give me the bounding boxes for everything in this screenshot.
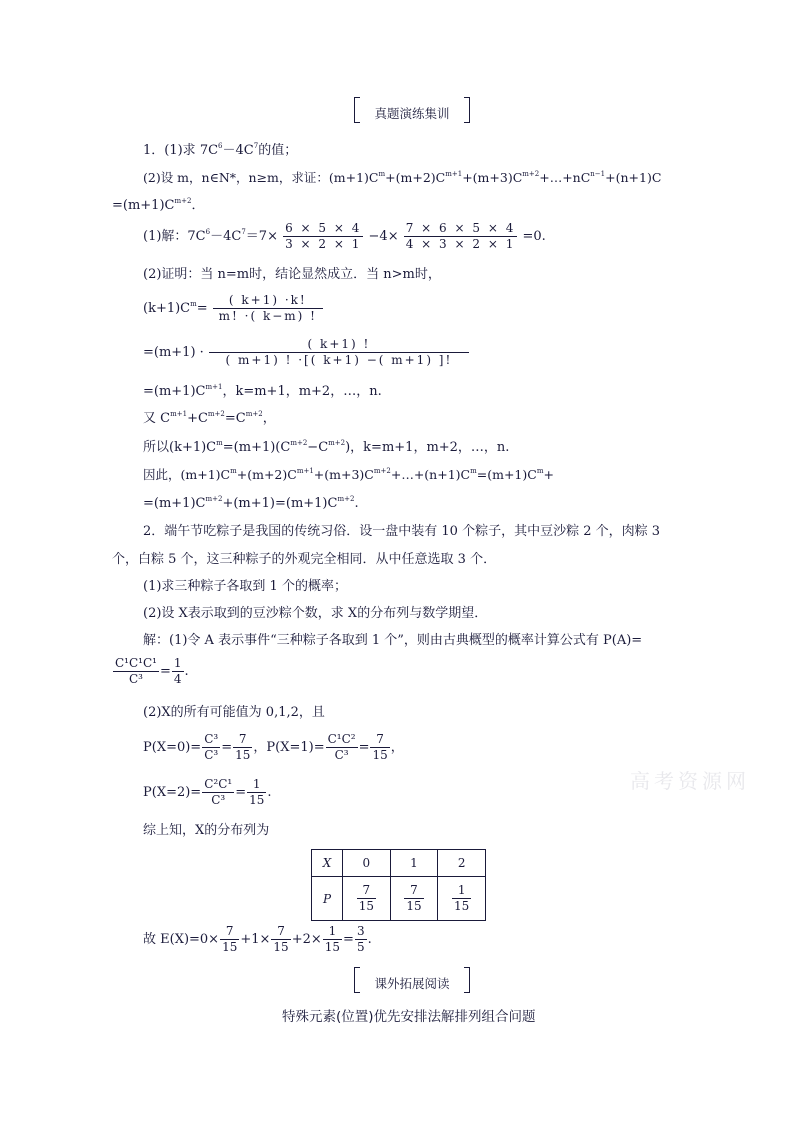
section-title-practice [354,97,470,121]
px-0-and-1: P(X=0)= $\frac{\text{C³}}{\text{C³}}$ = $\frac{7}{15}$ ，P(X=1)= $\frac{\text{C¹C²}}{\text{C³}}$ = $\frac{7}{15}$ ， [143,732,404,762]
table-cell: $\frac{1}{15}$ [438,877,486,921]
table-cell: $\frac{7}{15}$ [390,877,438,921]
solution-2-line1: $(k+1)C^m=$ $\frac{( k+1) \cdot k!}{m! \cdot( k-m) !}$ [143,294,324,323]
q1-part1: 1．(1)求 $7C^6-4C^7$的值； [143,142,298,158]
px-2: P(X=2)= $\frac{\text{C²C¹}}{\text{C³}}$ = $\frac{1}{15}$ . [143,777,272,807]
fraction: $\frac{3}{5}$ [356,924,365,954]
fraction: $\frac{\text{C¹C²}}{\text{C³}}$ [327,732,356,762]
section-title-extension [354,967,470,991]
table-cell: 1 [390,850,438,877]
q2-part1: (1)求三种粽子各取到 1 个的概率； [143,579,347,594]
solution-2-line2: =(m+1) · $\frac{( k+1) !}{( m+1) ! \cdot[( k+1) -( m+1) ]!}$ [143,338,470,367]
fraction: $\frac{7}{15}$ [372,732,388,762]
fraction: $\frac{\text{C²C¹}}{\text{C³}}$ [204,777,233,807]
q1-part2: (2)设 m，n∈N*，n≥m，求证：$(m+1)C^m+(m+2)C^{m+1}+(m+3)C^{m+2}+\dots+nC^{n-1}+(n+1)C$ [143,170,662,185]
q2-solution-2: (2)X的所有可能值为 0,1,2，且 [143,705,325,720]
fraction: $\frac{\text{C¹C¹C¹}}{\text{C³}}$ [115,656,157,686]
fraction: $\frac{1}{4}$ [173,656,182,686]
solution-2-line5: 所以$(k+1)C^m=(m+1)(C^{m+2}-C^{m+2})$，k=m+1，m+2，…，n. [143,439,510,455]
table-cell: 0 [343,850,391,877]
solution-2-line7: $=(m+1)C^{m+2}+(m+1)=(m+1)C^{m+2}$. [143,495,359,511]
section-title-text: 真题演练集训 [374,106,450,121]
fraction: $\frac{( k+1) !}{( m+1) ! \cdot[( k+1) -( m+1) ]!}$ [209,338,469,367]
fraction: $\frac{7}{15}$ [222,924,238,954]
fraction: $\frac{( k+1) \cdot k!}{m! \cdot( k-m) !}$ [213,294,323,323]
solution-2-intro: (2)证明：当 n=m时，结论显然成立．当 n>m时， [143,267,441,282]
fraction: $\frac{1}{15}$ [324,924,341,954]
extension-heading: 特殊元素(位置)优先安排法解排列组合问题 [282,1009,536,1025]
fraction: $\frac{7 \times 6 \times 5 \times 4}{4 \times 3 \times 2 \times 1}$ [405,221,516,251]
table-cell: 2 [438,850,486,877]
distribution-table [311,849,486,921]
solution-2-line4: 又 $C^{m+1}+C^{m+2}=C^{m+2}$， [143,410,276,426]
q2-solution-1-cont: $\frac{\text{C¹C¹C¹}}{\text{C³}}$ = $\frac{1}{4}$ . [115,656,189,686]
fraction: $\frac{7}{15}$ [273,924,289,954]
expectation: 故 E(X)=0× $\frac{7}{15}$ +1× $\frac{7}{15}$ +2× $\frac{1}{15}$ = $\frac{3}{5}$ . [143,924,372,954]
table-cell: $\frac{7}{15}$ [343,877,391,921]
q2-solution-1: 解：(1)令 A 表示事件“三种粽子各取到 1 个”，则由古典概型的概率计算公式有 P(A)= [143,633,643,648]
solution-1: (1)解：$7C^6-4C^7=7\times$ $\frac{6 \times 5 \times 4}{3 \times 2 \times 1}$ −4× $\frac{7 \times 6 \times 5 \times 4}{4 \times 3 \times 2 \times 1}$ =0. [143,221,546,251]
q2-line1: 2．端午节吃粽子是我国的传统习俗．设一盘中装有 10 个粽子，其中豆沙粽 2 个，肉粽 3 [143,524,661,539]
fraction: $\frac{\text{C³}}{\text{C³}}$ [204,732,219,762]
solution-2-line3: $=(m+1)C^{m+1}$，k=m+1，m+2，…，n. [143,383,382,399]
fraction: $\frac{1}{15}$ [249,777,265,807]
q2-line2: 个，白粽 5 个，这三种粽子的外观完全相同．从中任意选取 3 个． [112,552,497,567]
section-title-text: 课外拓展阅读 [374,976,450,991]
solution-2-line6: 因此，$(m+1)C^m+(m+2)C^{m+1}+(m+3)C^{m+2}+\dots+(n+1)C^m=(m+1)C^m+$ [143,467,554,482]
fraction: $\frac{7}{15}$ [235,732,251,762]
watermark: 高考资源网 [630,769,750,793]
q1-part2-line2: $=(m+1)C^{m+2}$． [112,197,205,213]
table-header-p: P [312,877,343,921]
q2-part2: (2)设 X表示取到的豆沙粽个数，求 X的分布列与数学期望． [143,606,488,621]
table-header-x: X [312,850,343,877]
fraction: $\frac{6 \times 5 \times 4}{3 \times 2 \times 1}$ [285,221,362,251]
summary-text: 综上知，X的分布列为 [143,823,270,838]
